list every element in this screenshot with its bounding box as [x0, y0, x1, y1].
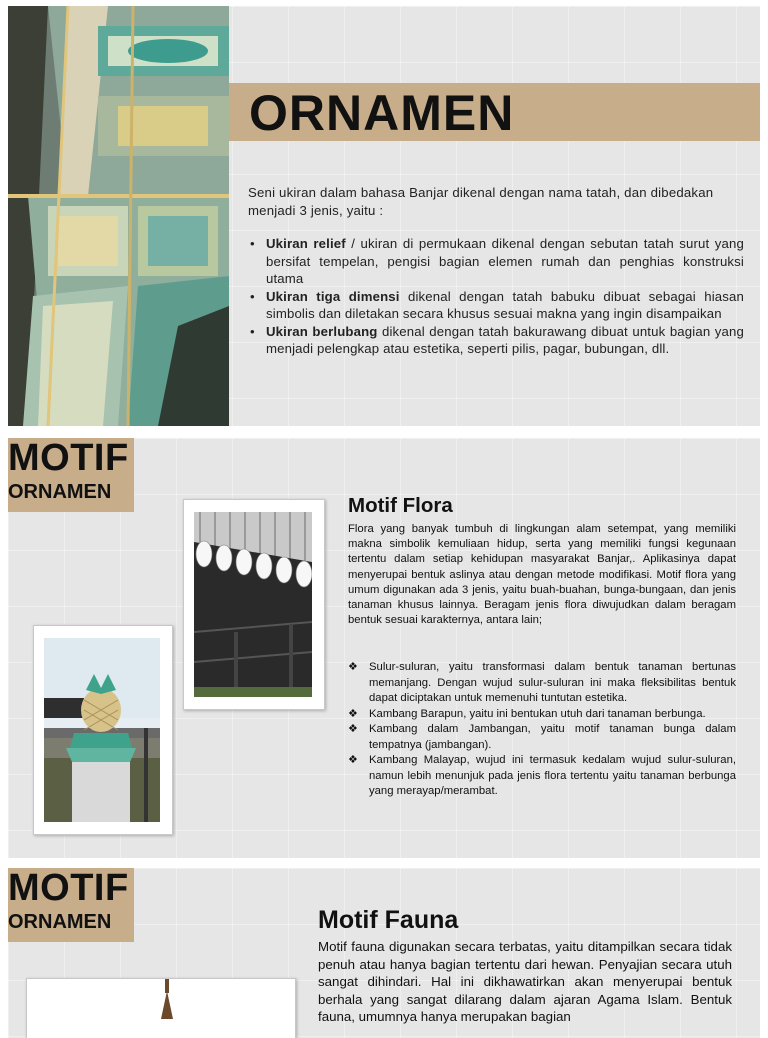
flora-types-list	[348, 660, 736, 800]
list-item: ❖ Sulur-suluran, yaitu transformasi dalam bentuk tanaman bertunas memanjang. Dengan wujud sulur-suluran ini maka fleksibilitas bentuk dapat diciptakan untuk memenuhi tuntutan estetika.	[348, 661, 736, 704]
ornament-carving-photo	[8, 6, 229, 426]
title-band	[229, 83, 760, 141]
pineapple-ornament-photo	[33, 625, 173, 835]
motif-fauna-panel	[8, 868, 760, 1038]
section-heading: Motif Fauna	[318, 906, 459, 934]
page-title: ORNAMEN	[249, 85, 515, 141]
roof-carving-photo	[183, 499, 325, 710]
section-label: MOTIF ORNAMEN	[8, 868, 134, 942]
list-item: ❖ Kambang dalam Jambangan, yaitu motif tanaman bunga dalam tempatnya (jambangan).	[348, 723, 736, 751]
list-item: ❖ Kambang Malayap, wujud ini termasuk kedalam wujud sulur-suluran, namun lebih menunjuk pada jenis flora tertentu yaitu tanaman berbunga yang merayap/merambat.	[348, 754, 736, 797]
list-item: ❖ Kambang Barapun, yaitu ini bentukan utuh dari tanaman berbunga.	[348, 707, 706, 720]
fauna-ornament-photo	[26, 978, 296, 1038]
list-item: • Ukiran tiga dimensi dikenal dengan tatah babuku dibuat sebagai hiasan simbolis dan diletakan secara khusus sesuai makna yang ingin disampaikan	[250, 288, 744, 321]
section-heading: Motif Flora	[348, 494, 453, 517]
intro-text: Seni ukiran dalam bahasa Banjar dikenal dengan nama tatah, dan dibedakan menjadi 3 jenis, yaitu :	[248, 185, 714, 218]
fauna-paragraph: Motif fauna digunakan secara terbatas, yaitu ditampilkan secara tidak penuh atau hanya bagian tertentu dari hewan. Penyajian secara utuh sangat dihindari. Hal ini dikhawatirkan akan menyerupai bentuk berhala yang sangat dilarang dalam ajaran Agama Islam. Bentuk fauna, umumnya hanya merupakan bagian	[318, 939, 732, 1024]
flora-paragraph: Flora yang banyak tumbuh di lingkungan alam setempat, yang memiliki makna simbolik kemuliaan hidup, serta yang memiliki fungsi kegunaan tertentu dalam setiap kehidupan masyarakat Banjar,. Aplikasinya dapat menyerupai bentuk aslinya atau dengan metode modifikasi. Motif flora yang umum digunakan ada 3 jenis, yaitu buah-buahan, bunga-bungaan, dan jenis tanaman khusus lainnya. Beragam jenis flora diwujudkan dalam beragam bentuk sesuai karakternya, antara lain;	[348, 523, 736, 627]
carving-illustration	[8, 6, 229, 426]
list-item: • Ukiran berlubang dikenal dengan tatah bakurawang dibuat untuk bagian yang menjadi pelengkap atau estetika, seperti pilis, pagar, bubungan, dll.	[250, 323, 744, 356]
list-item: • Ukiran relief / ukiran di permukaan dikenal dengan sebutan tatah surut yang bersifat tempelan, pengisi bagian elemen rumah dan penghias konstruksi utama	[250, 236, 744, 286]
ornamen-panel	[8, 6, 760, 426]
section-label: MOTIF ORNAMEN	[8, 438, 134, 512]
carving-types-list	[248, 235, 744, 358]
motif-flora-panel	[8, 438, 760, 858]
